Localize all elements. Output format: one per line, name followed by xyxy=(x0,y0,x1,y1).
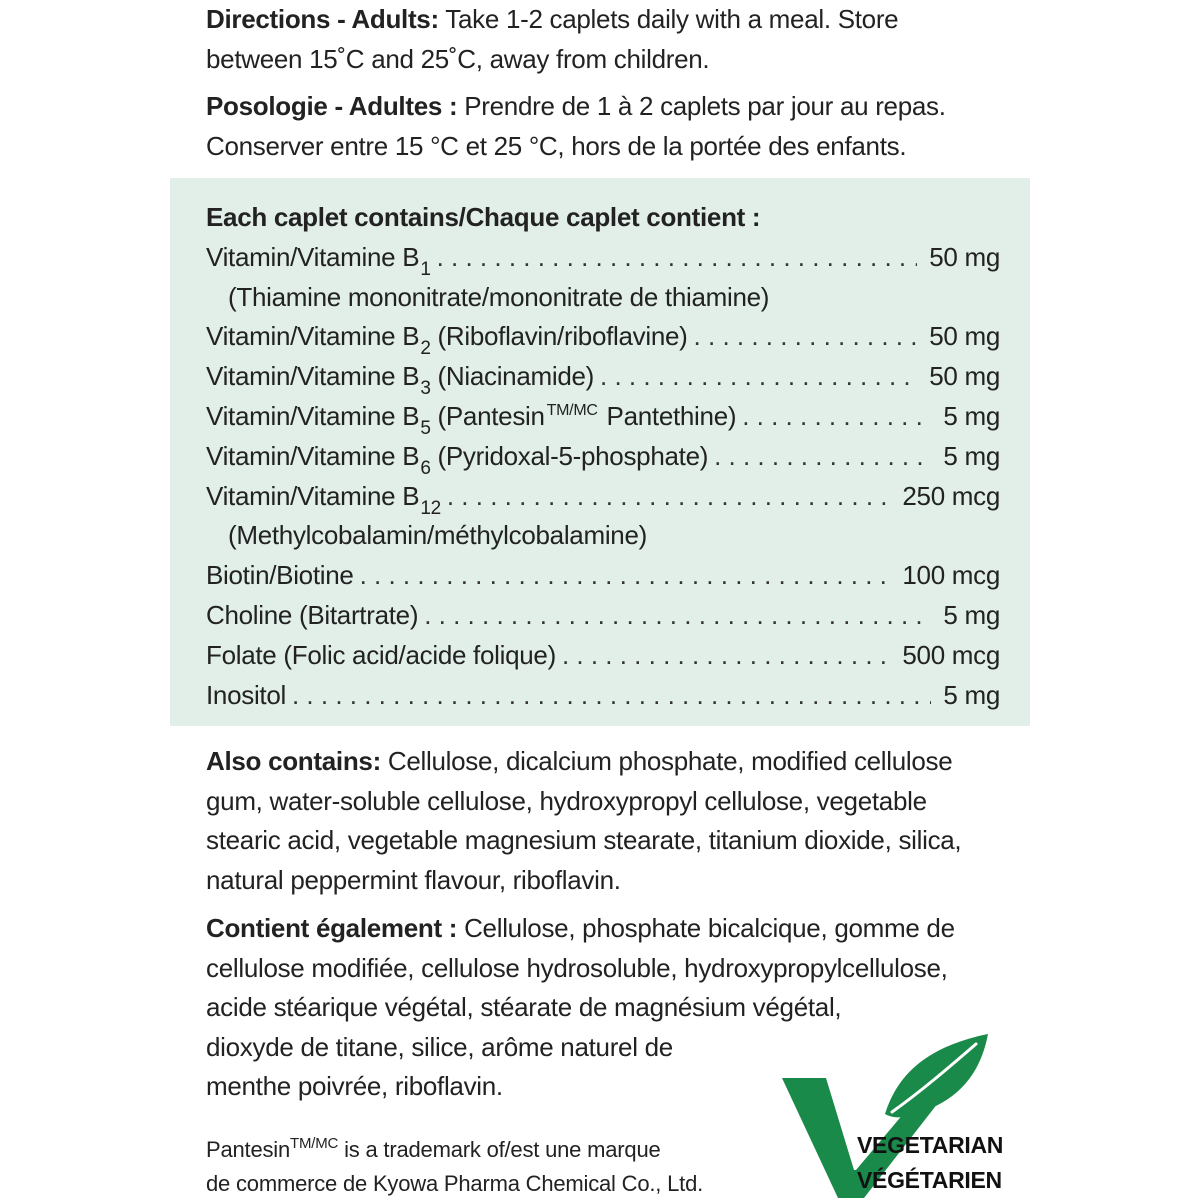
leader-dots xyxy=(437,237,918,277)
ingredient-row-b1 xyxy=(206,237,1000,280)
ingredient-amount: 5 mg xyxy=(943,600,1000,630)
trademark-line-2: de commerce de Kyowa Pharma Chemical Co., Ltd. xyxy=(206,1171,704,1196)
ingredient-row-b5 xyxy=(206,396,1000,439)
ingredient-amount: 50 mg xyxy=(929,242,1000,272)
also-contains-line-3: stearic acid, vegetable magnesium stearate, titanium dioxide, silica, xyxy=(206,825,962,855)
ingredients-panel xyxy=(170,178,1030,726)
leader-dots xyxy=(562,635,890,675)
also-contains-label: Also contains: xyxy=(206,746,381,776)
ingredient-subscript: 6 xyxy=(420,458,431,479)
ingredient-subscript: 3 xyxy=(420,378,431,399)
ingredient-name: Vitamin/Vitamine B xyxy=(206,361,420,391)
contient-line-5: menthe poivrée, riboflavin. xyxy=(206,1071,503,1101)
ingredient-name: Inositol xyxy=(206,680,286,710)
ingredients-title: Each caplet contains/Chaque caplet contient : xyxy=(206,202,761,232)
ingredient-subscript: 5 xyxy=(420,418,431,439)
leader-dots xyxy=(292,675,931,715)
leader-dots xyxy=(600,356,917,396)
also-contains-line-4: natural peppermint flavour, riboflavin. xyxy=(206,864,621,895)
ingredient-name: Vitamin/Vitamine B xyxy=(206,401,420,431)
ingredient-row-b6 xyxy=(206,436,1000,479)
ingredient-name: Biotin/Biotine xyxy=(206,560,354,590)
posologie-text-2: Conserver entre 15 °C et 25 °C, hors de la portée des enfants. xyxy=(206,130,907,161)
ingredient-row-b2 xyxy=(206,316,1000,359)
posologie-text-1: Prendre de 1 à 2 caplets par jour au repas. xyxy=(464,91,946,121)
contient-line-4: dioxyde de titane, silice, arôme naturel de xyxy=(206,1031,673,1062)
ingredient-detail: Pantethine) xyxy=(599,401,737,431)
leader-dots xyxy=(714,436,931,476)
also-contains xyxy=(206,742,1006,900)
ingredient-note-b12: (Methylcobalamin/méthylcobalamine) xyxy=(228,520,647,550)
ingredient-amount: 500 mcg xyxy=(902,640,1000,670)
ingredient-amount: 5 mg xyxy=(943,680,1000,710)
ingredient-amount: 50 mg xyxy=(929,321,1000,351)
leader-dots xyxy=(742,396,931,436)
trademark-superscript: TM/MC xyxy=(290,1135,339,1152)
ingredient-detail: (Niacinamide) xyxy=(430,361,594,391)
directions-adults xyxy=(206,0,1006,79)
ingredient-amount: 5 mg xyxy=(943,401,1000,431)
trademark-line-1: is a trademark of/est une marque xyxy=(338,1137,661,1162)
ingredient-amount: 250 mcg xyxy=(902,481,1000,511)
ingredient-subscript: 12 xyxy=(420,498,441,519)
ingredient-amount: 100 mcg xyxy=(902,560,1000,590)
contient-label: Contient également : xyxy=(206,913,458,943)
vegetarian-label-fr: VÉGÉTARIEN xyxy=(857,1167,1002,1193)
ingredient-note-b1: (Thiamine mononitrate/mononitrate de thiamine) xyxy=(228,282,770,312)
leader-dots xyxy=(447,476,891,516)
vegetarian-label-en: VEGETARIAN xyxy=(857,1132,1004,1158)
ingredient-detail: (Riboflavin/riboflavine) xyxy=(430,321,688,351)
ingredient-name: Vitamin/Vitamine B xyxy=(206,481,420,511)
trademark-superscript: TM/MC xyxy=(546,402,598,419)
trademark-note xyxy=(206,1134,703,1199)
ingredient-name: Choline (Bitartrate) xyxy=(206,600,419,630)
leader-dots xyxy=(694,316,918,356)
ingredient-name: Vitamin/Vitamine B xyxy=(206,321,420,351)
ingredient-row-choline xyxy=(206,595,1000,635)
ingredient-row-b12 xyxy=(206,476,1000,519)
ingredient-row-folate xyxy=(206,635,1000,675)
contient-line-2: cellulose modifiée, cellulose hydrosoluble, hydroxypropylcellulose, xyxy=(206,952,948,983)
ingredient-subscript: 1 xyxy=(420,259,431,280)
ingredient-row-b3 xyxy=(206,356,1000,399)
leader-dots xyxy=(424,595,931,635)
ingredient-subscript: 2 xyxy=(420,338,431,359)
contient-line-3: acide stéarique végétal, stéarate de magnésium végétal, xyxy=(206,992,842,1022)
ingredient-amount: 50 mg xyxy=(929,361,1000,391)
directions-text-1: Take 1-2 caplets daily with a meal. Store xyxy=(445,4,899,34)
posologie-label: Posologie - Adultes : xyxy=(206,91,458,121)
ingredient-name: Folate (Folic acid/acide folique) xyxy=(206,640,556,670)
ingredient-row-inositol xyxy=(206,675,1000,715)
contient-line-1: Cellulose, phosphate bicalcique, gomme de xyxy=(464,913,955,943)
ingredient-amount: 5 mg xyxy=(943,441,1000,471)
also-contains-line-1: Cellulose, dicalcium phosphate, modified cellulose xyxy=(387,746,953,776)
ingredient-detail: (Pyridoxal-5-phosphate) xyxy=(430,441,709,471)
directions-label: Directions - Adults: xyxy=(206,4,439,34)
ingredient-name: Vitamin/Vitamine B xyxy=(206,242,420,272)
trademark-brand: Pantesin xyxy=(206,1137,291,1162)
leader-dots xyxy=(360,555,891,595)
ingredient-name: Vitamin/Vitamine B xyxy=(206,441,420,471)
ingredient-row-biotin xyxy=(206,555,1000,595)
directions-text-2: between 15˚C and 25˚C, away from children. xyxy=(206,43,710,74)
also-contains-line-2: gum, water-soluble cellulose, hydroxypropyl cellulose, vegetable xyxy=(206,785,927,816)
ingredient-detail: (Pantesin xyxy=(430,401,545,431)
posologie-adultes xyxy=(206,87,1006,166)
